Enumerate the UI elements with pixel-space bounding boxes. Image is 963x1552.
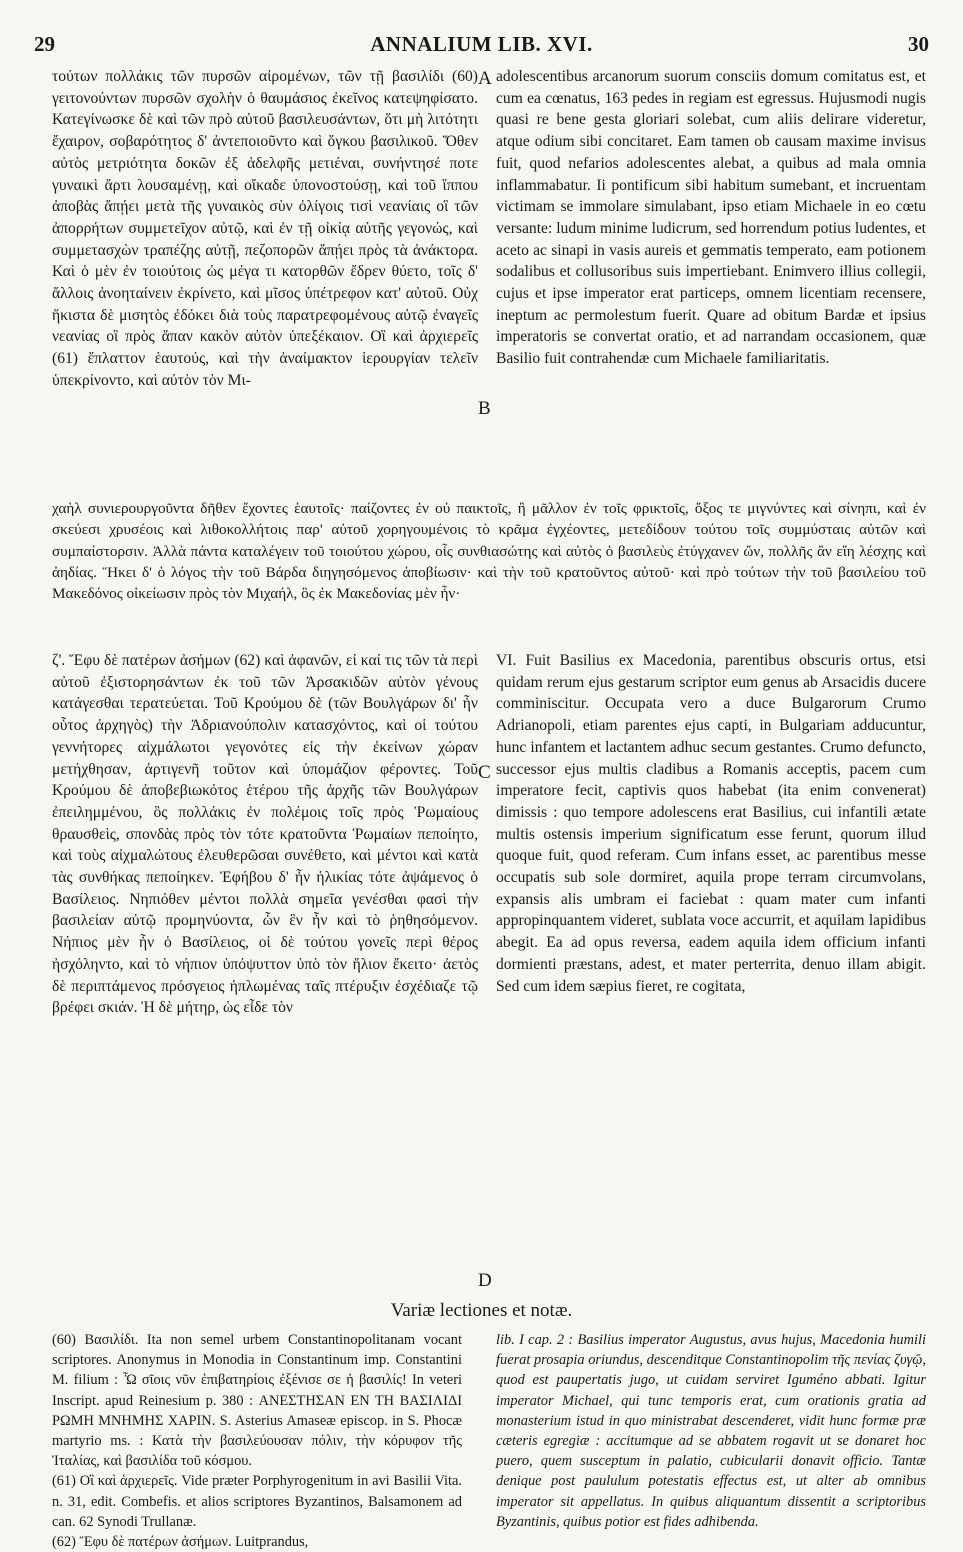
running-title: ANNALIUM LIB. XVI. bbox=[370, 32, 593, 56]
latin-column-top bbox=[496, 66, 926, 501]
latin-text-bottom: VI. Fuit Basilius ex Macedonia, parentibus obscuris ortus, etsi quidam rerum ejus gestarum scriptor eum genus ab Arsacidis ducere comminiscitur. Occupata vero a duce Bulgarorum Crumo Adrianopoli, etiam parentes ejus capti, in Bulgariam adducuntur, hunc infantem et lactantem adhuc secum gestantes. Crumo defuncto, successor ejus multis cladibus a Romanis acceptis, pacem cum imperatore fecit, captivis quos habebat (ita enim convenerat) dimissis : quo tempore adolescens erat Basilius, cui infantili ætate multis ostensis imperium significatum esse ferunt, quorum illud quoque fuit, quod referam. Cum infans esset, ac parentibus messe occupatis sub sole dormiret, aquila prope terram circumvolans, expansis alis umbram ei faciebat : quam mater cum infanti appropinquantem videret, sublata voce accurrit, et aquilam lapidibus abegit. Ea ad opus reversa, eadem aquila idem officium infanti dormienti præstans, adest, et mater perterrita, denuo illam abigit. Sed cum idem sæpius fieret, re cogitata, bbox=[496, 652, 926, 995]
greek-column-bottom bbox=[52, 650, 478, 1300]
margin-marker-d: D bbox=[478, 1270, 492, 1291]
greek-text-full: χαὴλ συνιερουργοῦντα δῆθεν ἔχοντες ἑαυτοῖς· παίζοντες ἐν οὐ παικτοῖς, ἢ μᾶλλον ἐν τοῖς φρικτοῖς, ὄξος τε μιγνύντες καὶ σίνηπι, καὶ ἐν σκεύεσι χρυσέοις καὶ λιθοκολλήτοις παρ' αὐτοῦ χορηγουμένοις τὸ κρᾶμα ἐγχέοντες, μετεδίδουν τούτου τοῖς συμμύσταις αὐτῶν καὶ συμπαίστορσιν. Ἀλλὰ πάντα καταλέγειν τοῦ τοιούτου χώρου, οἷς συνθιασώτης καὶ αὐτὸς ὁ βασιλεὺς ἐτύγχανεν ὤν, πολλῆς ἂν εἴη λέσχης καὶ ἀηδίας. Ἥκει δ' ὁ λόγος τὴν τοῦ Βάρδα διηγησόμενος ἀποβίωσιν· καὶ τὴν τοῦ κρατοῦντος αὐτοῦ· καὶ πρὸ τούτων τὴν τοῦ βασιλείου τοῦ Μακεδόνος οἰκείωσιν πρὸς τὸν Μιχαήλ, ὃς ἐκ Μακεδονίας μὲν ἦν· bbox=[52, 500, 926, 603]
greek-full-width bbox=[52, 498, 926, 648]
note-61: (61) Οἳ καὶ ἀρχιερεῖς. Vide præter Porphyrogenitum in avi Basilii Vita. n. 31, edit. Combefis. et alios scriptores Byzantinos, Balsamonem ad can. 62 Synodi Trullanæ. bbox=[52, 1473, 462, 1530]
latin-column-bottom bbox=[496, 650, 926, 1300]
margin-marker-b: B bbox=[478, 398, 491, 419]
page-header bbox=[34, 32, 929, 60]
notes-heading: Variæ lectiones et notæ. bbox=[390, 1300, 573, 1321]
latin-text-top: adolescentibus arcanorum suorum consciis domum comitatus est, et cum ea cœnatus, 163 pedes in regiam est egressus. Hujusmodi nugis quasi re bene gesta gloriari solebat, cum aliis delirare videretur, atque odium sibi concitaret. Eam tamen ob causam maxime invisus fuit, quod nefarios adolescentes alebat, a quibus ad mala omnia inflammabatur. Ii pontificum sibi habitum sumebant, et incruentam victimam se immolare simulabant, ipso etiam Michaele in eo cœtu versante: ludum minime ludicrum, sed horrendum potius ludentes, et aceto ac sinapi in vasis aureis et gemmatis temperato, eam potionem sodalibus et collusoribus suis impertiebant. Enimvero illius collegii, cujus et ipse imperator erat particeps, omnem licentiam recensere, ineptum ac permolestum fuerit. Quare ad obitum Bardæ et ipsius imperatoris se convertat oratio, et ad narrandam occasionem, quæ Basilio fuit contrahendæ cum Michaele familiaritatis. bbox=[496, 68, 926, 368]
margin-marker-a: A bbox=[478, 68, 492, 89]
greek-column-top bbox=[52, 66, 478, 501]
notes-column-right bbox=[496, 1330, 926, 1530]
note-62: (62) Ἔφυ δὲ πατέρων ἀσήμων. Luitprandus, bbox=[52, 1534, 309, 1551]
margin-marker-c: C bbox=[478, 762, 491, 783]
note-60: (60) Βασιλίδι. Ita non semel urbem Constantinopolitanam vocant scriptores. Anonymus in Monodia in Constantinum imp. Constantini M. filium : Ὦ σῖοις νῦν ἐπιβατηρίοις ἐξένισε σε ἡ βασιλίς! In veteri Inscript. apud Reinesium p. 380 : ΑΝΕΣΤΗΣΑΝ ΕΝ ΤΗ ΒΑΣΙΛΙΔΙ ΡΩΜΗ ΜΝΗΜΗΣ ΧΑΡΙΝ. S. Asterius Amaseæ episcop. in S. Phocæ martyrio ms. : Κατὰ τὴν βασιλεύουσαν πόλιν, τὴν κόρυφον τῆς Ἰταλίας, καὶ βασιλίδα τοῦ κόσμου. bbox=[52, 1332, 462, 1470]
greek-text-top: τούτων πολλάκις τῶν πυρσῶν αἰρομένων, τῶν τῇ βασιλίδι (60) γειτονούντων πυρσῶν σχολὴν ὁ θαυμάσιος ἐκεῖνος κατεψηφίσατο. Κατεγίνωσκε δὲ καὶ τῶν πρὸ αὐτοῦ βασιλευσάντων, ὅτι μὴ λιτότητι ἔχαιρον, σοβαρότητος δ' ἀντεποιοῦντο καὶ ὄγκου βασιλικοῦ. Ὅθεν αὐτὸς μετριότητα δοκῶν ἐξ ἀδελφῆς μετιέναι, συνήντησέ ποτε γυναικὶ ἄρτι λουσαμένῃ, καὶ οἴκαδε ὑπονοστούσῃ, καὶ τοῦ ἵππου ἀποβὰς ἄπῄει μετὰ τῆς γυναικὸς σὺν ὀλίγοις τισὶ νεανίαις οἳ τῶν ἀπορρήτων συμμετεῖχον αὐτῷ, καὶ ἐν τῇ οἰκίᾳ αὐτῆς γεγονώς, καὶ συμμετασχὼν τραπέζης αὐτῇ, πεζοπορῶν ἄπῄει πρὸς τὰ ἀνάκτορα. Καὶ ὁ μὲν ἐν τοιούτοις ὡς μέγα τι κατορθῶν ἔδρεν θύετο, τοῖς δ' ἄλλοις ἀνοηταίνειν ἐκρίνετο, καὶ μῖσος ὑπέτρεφον κατ' αὐτοῦ. Οὐχ ἥκιστα δὲ μισητὸς ἐδόκει διὰ τοὺς παρατρεφομένους αὐτῷ ἐναγεῖς νεανίας οἳ πρὸς ἅπαν κακὸν αὐτὸν ὑπεξέκαιον. Οἳ καὶ ἀρχιερεῖς (61) ἔπλαττον ἑαυτούς, καὶ τὴν ἀναίμακτον ἱερουργίαν τελεῖν ὑπεκρίνοντο, καὶ αὐτὸν τὸν Μι- bbox=[52, 68, 478, 389]
page-number-right: 30 bbox=[908, 32, 929, 56]
page-number-left: 29 bbox=[34, 32, 55, 56]
notes-column-left bbox=[52, 1330, 462, 1551]
note-62-continued: lib. I cap. 2 : Basilius imperator Augustus, avus hujus, Macedonia humili fuerat prosapia oriundus, descenditque Constantinopolim τῆς πενίας ζυγῷ, quod est paupertatis jugo, ut cuidam serviret Iguméno abbati. Igitur imperator Michael, qui tunc temporis erat, cum orationis gratia ad monasterium istud in quo ministrabat descenderet, vidit hunc formæ præ cæteris egregiæ : accitumque ad se abbatem rogavit ut se donaret hoc puero, quem susceptum in palatio, cubicularii donavit officio. Tantæ denique post paululum potestatis effectus est, ut alter ab omnibus imperator sit appellatus. In quibus aliquantum dissentit a scriptoribus Byzantinis, quibus potior est fides adhibenda. bbox=[496, 1332, 926, 1530]
greek-text-bottom: ζ'. Ἔφυ δὲ πατέρων ἀσήμων (62) καὶ ἀφανῶν, εἰ καί τις τῶν τὰ περὶ αὐτοῦ ἐξιστορησάντων ἐκ τοῦ τῶν Ἀρσακιδῶν αὐτὸν γένους κατάγεσθαι τερατεύεται. Τοῦ Κρούμου δὲ (τῶν Βουλγάρων δι' ἦν οὗτος ἀρχηγὸς) τὴν Ἀδριανούπολιν κατασχόντος, καὶ οἱ τούτου γεννήτορες αἰχμάλωτοι γεγονότες εἰς τὴν ἐκείνων χώραν μετήχθησαν, ἀρτιγενῆ τοῦτον καὶ ὑπομάζιον φέροντες. Τοῦ Κρούμου δὲ ἀποβεβιωκότος ἑτέρου τῆς ἀρχῆς τῶν Βουλγάρων ἐπειλημμένου, ὃς πολλάκις ἐν πολέμοις τοῖς πρὸς Ῥωμαίους θραυσθεὶς, σπονδὰς πρὸς τὸν τότε κρατοῦντα Ῥωμαίων πεποίητο, καὶ τοὺς αἰχμαλώτους ἐλευθερῶσαι συνέθετο, καὶ μέντοι καὶ κατὰ τὰς συνθήκας πεποίηκεν. Ἐφήβου δ' ἦν ἡλικίας τότε ἀψάμενος ὁ Βασίλειος. Νηπιόθεν μέντοι πολλὰ σημεῖα γενέσθαι φασὶ τὴν βασιλείαν αὐτῷ προμηνύοντα, ὧν ἓν ἦν καὶ τὸ ῥηθησόμενον. Νήπιος μὲν ἦν ὁ Βασίλειος, οἱ δὲ τούτου γονεῖς περὶ θέρος ἠσχόληντο, καὶ τὸ νήπιον ὑπόψυττον ὑπὸ τὸν ἥλιον ἔκειτο· ἀετὸς δὲ περιπτάμενος πρόσγειος ἡπλωμένας ταῖς πτέρυξιν ἐσχέδιαζε τῷ βρέφει σκιάν. Ἡ δὲ μήτηρ, ὡς εἶδε τὸν bbox=[52, 652, 478, 1017]
